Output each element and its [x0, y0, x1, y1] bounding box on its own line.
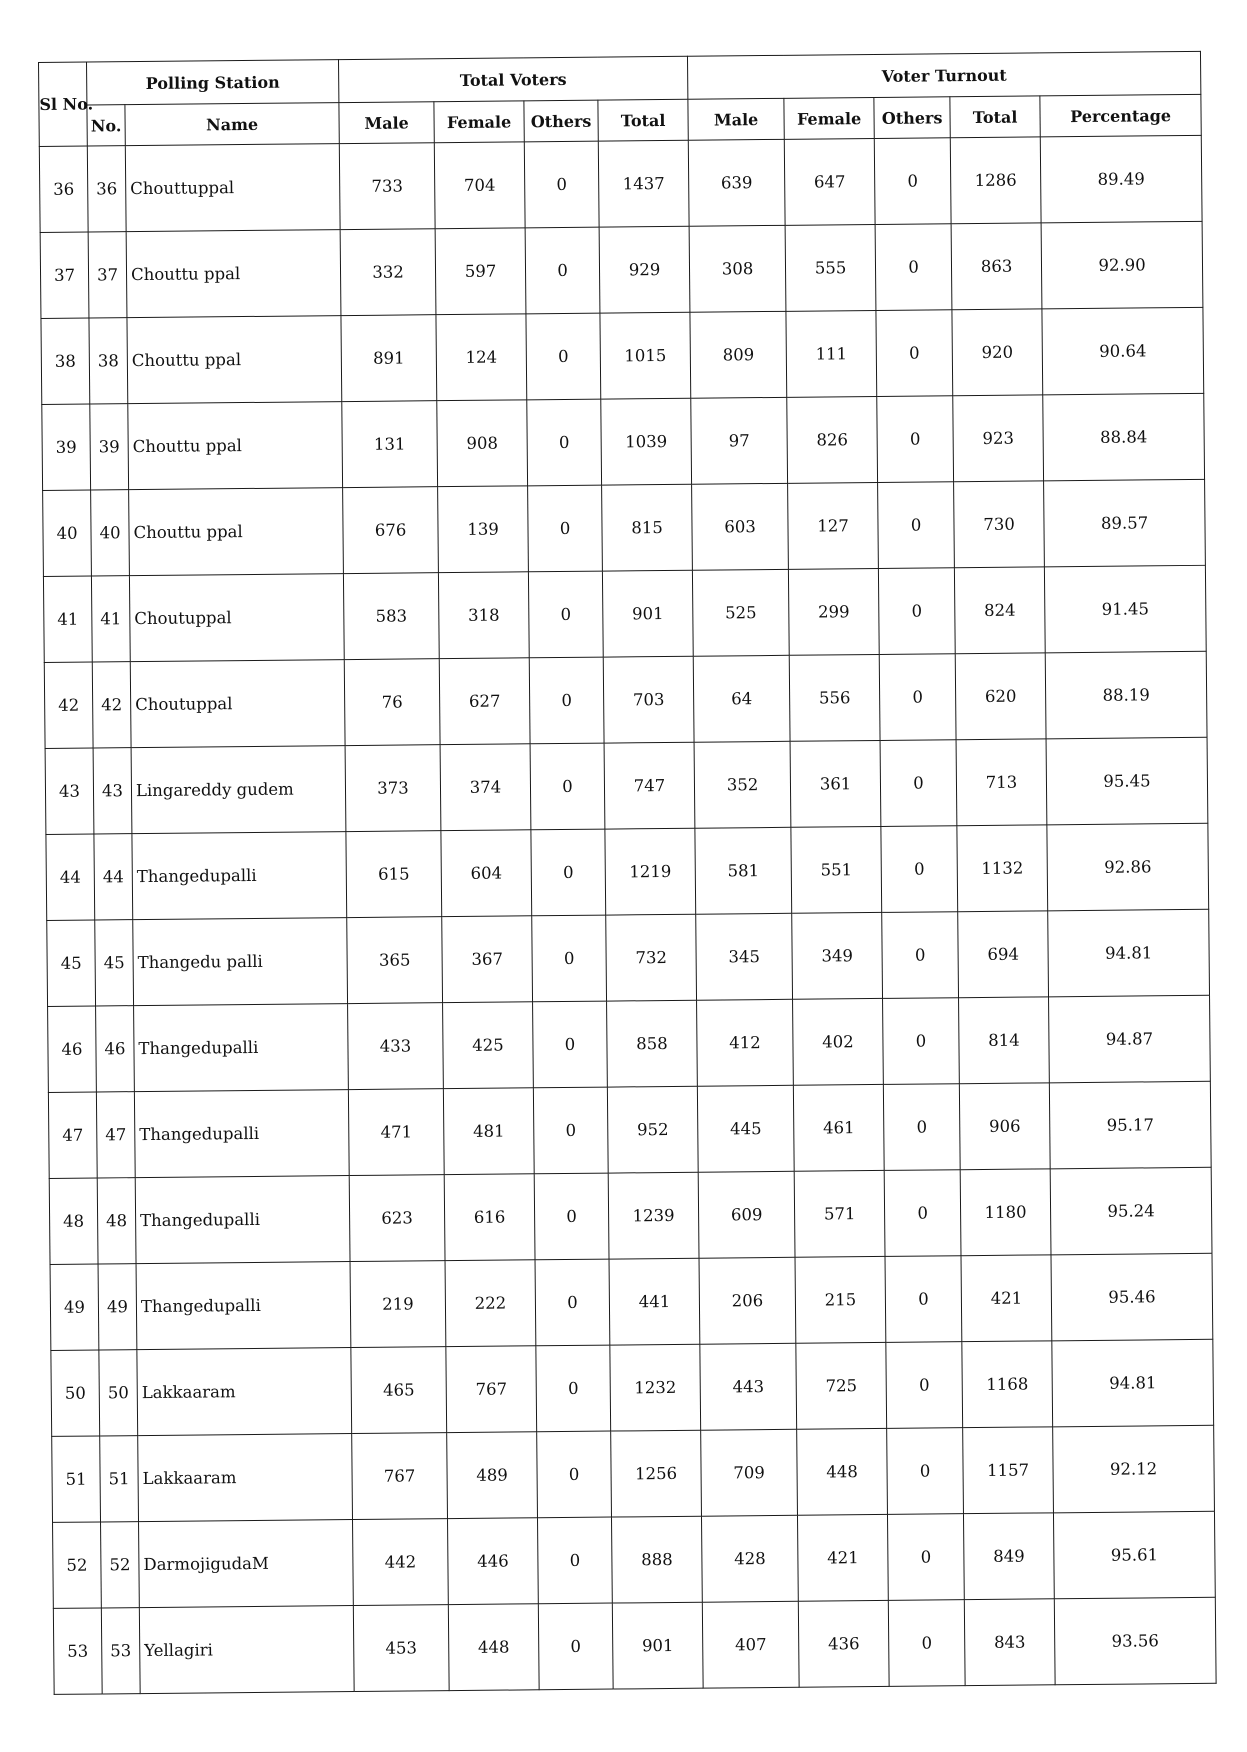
turnout-male-cell: 428 — [702, 1515, 799, 1602]
turnout-female-cell: 215 — [795, 1256, 886, 1343]
total-voters-female-cell: 124 — [436, 314, 527, 401]
station-name-cell: Thangedupalli — [136, 1262, 351, 1350]
total-voters-others-cell: 0 — [524, 141, 599, 228]
total-voters-others-cell: 0 — [532, 915, 607, 1002]
header-vt-others: Others — [874, 97, 950, 139]
turnout-female-cell: 402 — [793, 998, 884, 1085]
table-body — [39, 135, 1216, 1694]
total-voters-total-cell: 1256 — [611, 1430, 702, 1517]
table-row — [53, 1597, 1216, 1694]
turnout-others-cell: 0 — [884, 1170, 961, 1257]
turnout-percentage-cell: 94.87 — [1049, 995, 1211, 1083]
turnout-male-cell: 639 — [688, 139, 785, 226]
turnout-others-cell: 0 — [876, 310, 953, 397]
total-voters-total-cell: 1219 — [605, 828, 696, 915]
total-voters-female-cell: 597 — [435, 228, 526, 315]
turnout-others-cell: 0 — [878, 482, 955, 569]
turnout-percentage-cell: 92.12 — [1053, 1425, 1215, 1513]
turnout-female-cell: 461 — [793, 1084, 884, 1171]
total-voters-male-cell: 131 — [342, 401, 438, 488]
station-no-cell: 46 — [96, 1006, 135, 1092]
total-voters-female-cell: 704 — [434, 142, 525, 229]
turnout-others-cell: 0 — [882, 912, 959, 999]
sl-no-cell: 48 — [49, 1178, 98, 1264]
station-name-cell: Lingareddy gudem — [131, 746, 346, 834]
total-voters-female-cell: 139 — [438, 486, 529, 573]
header-polling-station: Polling Station — [87, 60, 339, 105]
table-row — [52, 1425, 1215, 1522]
turnout-female-cell: 111 — [786, 310, 877, 397]
header-tv-male: Male — [339, 102, 434, 144]
turnout-total-cell: 1180 — [960, 1169, 1051, 1256]
total-voters-others-cell: 0 — [526, 313, 601, 400]
table-row — [41, 307, 1204, 404]
turnout-female-cell: 299 — [788, 568, 879, 655]
turnout-total-cell: 421 — [961, 1255, 1052, 1342]
turnout-others-cell: 0 — [878, 568, 955, 655]
total-voters-total-cell: 1015 — [600, 312, 691, 399]
turnout-total-cell: 1157 — [963, 1427, 1054, 1514]
turnout-male-cell: 443 — [700, 1343, 797, 1430]
total-voters-others-cell: 0 — [529, 657, 604, 744]
station-name-cell: Chouttu ppal — [129, 488, 344, 576]
sl-no-cell: 52 — [53, 1522, 102, 1608]
total-voters-total-cell: 1039 — [601, 398, 692, 485]
turnout-female-cell: 127 — [788, 482, 879, 569]
turnout-female-cell: 421 — [798, 1514, 889, 1601]
total-voters-total-cell: 888 — [612, 1516, 703, 1603]
sl-no-cell: 41 — [43, 576, 92, 662]
turnout-male-cell: 97 — [691, 397, 788, 484]
sl-no-cell: 42 — [44, 662, 93, 748]
turnout-female-cell: 436 — [798, 1600, 889, 1687]
turnout-total-cell: 906 — [959, 1083, 1050, 1170]
total-voters-female-cell: 616 — [444, 1174, 535, 1261]
sl-no-cell: 37 — [40, 232, 89, 318]
station-no-cell: 40 — [91, 490, 130, 576]
station-name-cell: Thangedupalli — [134, 1090, 349, 1178]
total-voters-others-cell: 0 — [531, 829, 606, 916]
station-no-cell: 38 — [89, 318, 128, 404]
station-name-cell: Chouttu ppal — [126, 230, 341, 318]
total-voters-others-cell: 0 — [525, 227, 600, 314]
turnout-others-cell: 0 — [883, 1084, 960, 1171]
turnout-female-cell: 551 — [791, 826, 882, 913]
header-percentage: Percentage — [1040, 94, 1201, 137]
turnout-total-cell: 923 — [953, 395, 1044, 482]
turnout-male-cell: 206 — [699, 1257, 796, 1344]
total-voters-female-cell: 604 — [441, 830, 532, 917]
station-no-cell: 44 — [94, 834, 133, 920]
header-no: No. — [87, 105, 125, 146]
turnout-male-cell: 581 — [695, 827, 792, 914]
sl-no-cell: 46 — [48, 1006, 97, 1092]
sl-no-cell: 51 — [52, 1436, 101, 1522]
turnout-male-cell: 525 — [692, 569, 789, 656]
turnout-female-cell: 571 — [794, 1170, 885, 1257]
total-voters-others-cell: 0 — [533, 1001, 608, 1088]
table-row — [43, 479, 1206, 576]
table-row — [43, 565, 1206, 662]
station-name-cell: DarmojigudaM — [139, 1520, 354, 1608]
total-voters-male-cell: 676 — [343, 487, 439, 574]
sl-no-cell: 53 — [53, 1608, 102, 1694]
turnout-female-cell: 556 — [789, 654, 880, 741]
turnout-percentage-cell: 93.56 — [1054, 1597, 1216, 1685]
station-name-cell: Choutuppal — [129, 574, 344, 662]
total-voters-total-cell: 858 — [607, 1000, 698, 1087]
turnout-others-cell: 0 — [879, 654, 956, 741]
station-no-cell: 45 — [95, 920, 134, 1006]
turnout-percentage-cell: 90.64 — [1042, 307, 1204, 395]
total-voters-total-cell: 1239 — [608, 1172, 699, 1259]
total-voters-female-cell: 627 — [439, 658, 530, 745]
total-voters-total-cell: 441 — [609, 1258, 700, 1345]
table-row — [39, 135, 1202, 232]
polling-station-table — [38, 51, 1217, 1695]
turnout-others-cell: 0 — [880, 740, 957, 827]
total-voters-female-cell: 767 — [446, 1346, 537, 1433]
turnout-others-cell: 0 — [875, 224, 952, 311]
sl-no-cell: 50 — [51, 1350, 100, 1436]
station-no-cell: 37 — [88, 232, 127, 318]
total-voters-total-cell: 732 — [606, 914, 697, 1001]
turnout-percentage-cell: 88.19 — [1045, 651, 1207, 739]
station-no-cell: 41 — [91, 576, 130, 662]
turnout-percentage-cell: 92.90 — [1041, 221, 1203, 309]
header-tv-female: Female — [434, 101, 524, 143]
table-row — [48, 995, 1211, 1092]
total-voters-others-cell: 0 — [528, 571, 603, 658]
turnout-total-cell: 730 — [954, 481, 1045, 568]
table-row — [42, 393, 1205, 490]
station-name-cell: Yellagiri — [139, 1606, 354, 1694]
total-voters-total-cell: 747 — [604, 742, 695, 829]
turnout-percentage-cell: 94.81 — [1052, 1339, 1214, 1427]
total-voters-male-cell: 442 — [353, 1519, 449, 1606]
table-row — [50, 1253, 1213, 1350]
station-no-cell: 51 — [100, 1436, 139, 1522]
total-voters-male-cell: 219 — [350, 1261, 446, 1348]
station-no-cell: 49 — [98, 1264, 137, 1350]
station-name-cell: Chouttuppal — [125, 144, 340, 232]
total-voters-female-cell: 318 — [438, 572, 529, 659]
total-voters-male-cell: 583 — [343, 573, 439, 660]
turnout-total-cell: 920 — [952, 309, 1043, 396]
total-voters-male-cell: 471 — [348, 1089, 444, 1176]
total-voters-others-cell: 0 — [538, 1517, 613, 1604]
turnout-others-cell: 0 — [885, 1256, 962, 1343]
station-name-cell: Chouttu ppal — [128, 402, 343, 490]
sl-no-cell: 44 — [46, 834, 95, 920]
header-vt-total: Total — [950, 96, 1040, 138]
sl-no-cell: 39 — [42, 404, 91, 490]
station-name-cell: Choutuppal — [130, 660, 345, 748]
total-voters-male-cell: 623 — [349, 1175, 445, 1262]
turnout-total-cell: 814 — [959, 997, 1050, 1084]
turnout-male-cell: 609 — [698, 1171, 795, 1258]
turnout-male-cell: 412 — [697, 999, 794, 1086]
turnout-percentage-cell: 89.57 — [1044, 479, 1206, 567]
header-tv-others: Others — [524, 100, 598, 142]
turnout-total-cell: 843 — [964, 1599, 1055, 1686]
sl-no-cell: 47 — [48, 1092, 97, 1178]
station-name-cell: Lakkaaram — [137, 1348, 352, 1436]
total-voters-others-cell: 0 — [535, 1259, 610, 1346]
total-voters-male-cell: 332 — [340, 229, 436, 316]
station-no-cell: 42 — [92, 662, 131, 748]
total-voters-female-cell: 446 — [448, 1518, 539, 1605]
total-voters-total-cell: 952 — [607, 1086, 698, 1173]
station-no-cell: 43 — [93, 748, 132, 834]
total-voters-total-cell: 1437 — [598, 140, 689, 227]
turnout-male-cell: 709 — [701, 1429, 798, 1516]
turnout-others-cell: 0 — [888, 1600, 965, 1687]
station-name-cell: Chouttu ppal — [127, 316, 342, 404]
total-voters-male-cell: 465 — [351, 1347, 447, 1434]
turnout-male-cell: 407 — [702, 1601, 799, 1688]
turnout-others-cell: 0 — [883, 998, 960, 1085]
turnout-percentage-cell: 95.45 — [1046, 737, 1208, 825]
turnout-total-cell: 849 — [964, 1513, 1055, 1600]
header-tv-total: Total — [598, 99, 688, 141]
turnout-percentage-cell: 95.17 — [1049, 1081, 1211, 1169]
station-name-cell: Thangedupalli — [132, 832, 347, 920]
header-sl-no: Sl No. — [39, 62, 88, 146]
turnout-total-cell: 824 — [954, 567, 1045, 654]
turnout-others-cell: 0 — [874, 138, 951, 225]
turnout-others-cell: 0 — [887, 1428, 964, 1515]
total-voters-others-cell: 0 — [534, 1173, 609, 1260]
turnout-female-cell: 826 — [787, 396, 878, 483]
total-voters-others-cell: 0 — [530, 743, 605, 830]
sl-no-cell: 38 — [41, 318, 90, 404]
total-voters-total-cell: 815 — [602, 484, 693, 571]
total-voters-others-cell: 0 — [533, 1087, 608, 1174]
turnout-male-cell: 64 — [693, 655, 790, 742]
table-row — [49, 1167, 1212, 1264]
header-name: Name — [125, 103, 339, 146]
total-voters-others-cell: 0 — [527, 399, 602, 486]
turnout-percentage-cell: 95.61 — [1054, 1511, 1216, 1599]
turnout-percentage-cell: 95.46 — [1051, 1253, 1213, 1341]
turnout-male-cell: 352 — [694, 741, 791, 828]
header-voter-turnout: Voter Turnout — [688, 51, 1201, 99]
total-voters-female-cell: 367 — [442, 916, 533, 1003]
station-no-cell: 39 — [90, 404, 129, 490]
turnout-others-cell: 0 — [888, 1514, 965, 1601]
station-no-cell: 50 — [99, 1350, 138, 1436]
station-name-cell: Thangedupalli — [135, 1176, 350, 1264]
total-voters-total-cell: 1232 — [610, 1344, 701, 1431]
station-name-cell: Thangedupalli — [134, 1004, 349, 1092]
total-voters-female-cell: 222 — [445, 1260, 536, 1347]
turnout-others-cell: 0 — [881, 826, 958, 913]
turnout-female-cell: 361 — [790, 740, 881, 827]
station-name-cell: Lakkaaram — [138, 1434, 353, 1522]
turnout-percentage-cell: 89.49 — [1040, 135, 1202, 223]
total-voters-others-cell: 0 — [538, 1603, 613, 1690]
turnout-total-cell: 1168 — [962, 1341, 1053, 1428]
station-no-cell: 47 — [96, 1092, 135, 1178]
total-voters-male-cell: 76 — [344, 659, 440, 746]
total-voters-male-cell: 365 — [347, 917, 443, 1004]
turnout-male-cell: 809 — [690, 311, 787, 398]
station-no-cell: 52 — [101, 1522, 140, 1608]
total-voters-female-cell: 425 — [443, 1002, 534, 1089]
table-row — [47, 909, 1210, 1006]
total-voters-female-cell: 448 — [448, 1604, 539, 1691]
total-voters-total-cell: 901 — [602, 570, 693, 657]
station-no-cell: 53 — [101, 1608, 140, 1694]
turnout-percentage-cell: 92.86 — [1047, 823, 1209, 911]
turnout-female-cell: 647 — [784, 138, 875, 225]
turnout-female-cell: 448 — [797, 1428, 888, 1515]
total-voters-female-cell: 908 — [437, 400, 528, 487]
turnout-percentage-cell: 94.81 — [1048, 909, 1210, 997]
sl-no-cell: 40 — [43, 490, 92, 576]
total-voters-female-cell: 481 — [443, 1088, 534, 1175]
station-no-cell: 36 — [87, 146, 126, 232]
table-row — [48, 1081, 1211, 1178]
total-voters-female-cell: 374 — [440, 744, 531, 831]
table-row — [45, 737, 1208, 834]
header-vt-female: Female — [784, 97, 874, 139]
total-voters-male-cell: 615 — [346, 831, 442, 918]
total-voters-total-cell: 901 — [612, 1602, 703, 1689]
turnout-total-cell: 620 — [955, 653, 1046, 740]
table-row — [40, 221, 1203, 318]
sl-no-cell: 36 — [39, 146, 88, 232]
table-row — [53, 1511, 1216, 1608]
turnout-total-cell: 1286 — [950, 137, 1041, 224]
station-no-cell: 48 — [97, 1178, 136, 1264]
total-voters-male-cell: 433 — [348, 1003, 444, 1090]
table-row — [44, 651, 1207, 748]
total-voters-male-cell: 767 — [352, 1433, 448, 1520]
turnout-female-cell: 555 — [785, 224, 876, 311]
total-voters-total-cell: 929 — [599, 226, 690, 313]
total-voters-male-cell: 891 — [341, 315, 437, 402]
turnout-percentage-cell: 88.84 — [1043, 393, 1205, 481]
turnout-total-cell: 694 — [958, 911, 1049, 998]
total-voters-male-cell: 453 — [353, 1605, 449, 1692]
turnout-percentage-cell: 95.24 — [1050, 1167, 1212, 1255]
header-total-voters: Total Voters — [339, 56, 688, 102]
sl-no-cell: 49 — [50, 1264, 99, 1350]
turnout-male-cell: 603 — [692, 483, 789, 570]
total-voters-male-cell: 373 — [345, 745, 441, 832]
total-voters-female-cell: 489 — [447, 1432, 538, 1519]
table-row — [46, 823, 1209, 920]
total-voters-others-cell: 0 — [528, 485, 603, 572]
header-vt-male: Male — [688, 98, 784, 140]
turnout-male-cell: 345 — [696, 913, 793, 1000]
turnout-total-cell: 1132 — [957, 825, 1048, 912]
turnout-total-cell: 713 — [956, 739, 1047, 826]
station-name-cell: Thangedu palli — [133, 918, 348, 1006]
turnout-male-cell: 445 — [697, 1085, 794, 1172]
turnout-male-cell: 308 — [689, 225, 786, 312]
total-voters-male-cell: 733 — [339, 143, 435, 230]
turnout-female-cell: 349 — [792, 912, 883, 999]
turnout-total-cell: 863 — [951, 223, 1042, 310]
sl-no-cell: 45 — [47, 920, 96, 1006]
total-voters-others-cell: 0 — [536, 1345, 611, 1432]
turnout-others-cell: 0 — [877, 396, 954, 483]
total-voters-others-cell: 0 — [537, 1431, 612, 1518]
turnout-female-cell: 725 — [796, 1342, 887, 1429]
total-voters-total-cell: 703 — [603, 656, 694, 743]
sl-no-cell: 43 — [45, 748, 94, 834]
table-row — [51, 1339, 1214, 1436]
turnout-others-cell: 0 — [886, 1342, 963, 1429]
turnout-percentage-cell: 91.45 — [1044, 565, 1206, 653]
